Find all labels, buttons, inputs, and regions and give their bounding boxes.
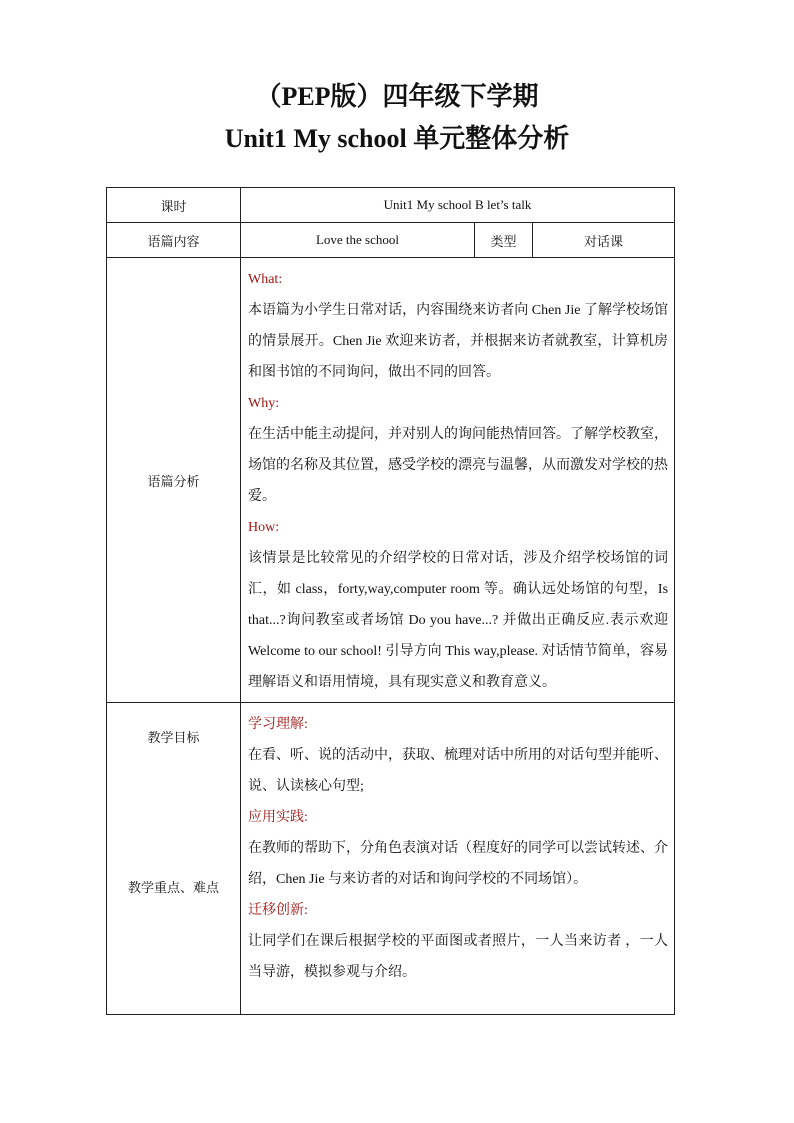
row-lesson bbox=[107, 188, 675, 223]
row-content bbox=[107, 223, 675, 258]
analysis-label: 语篇分析 bbox=[107, 258, 241, 703]
type-label: 类型 bbox=[475, 223, 533, 258]
analysis-table bbox=[106, 187, 675, 1015]
content-label: 语篇内容 bbox=[107, 223, 241, 258]
transfer-label: 迁移创新: bbox=[248, 903, 308, 918]
row-goals bbox=[107, 703, 675, 1015]
transfer-text: 让同学们在课后根据学校的平面图或者照片，一人当来访者 ，一人当导游，模拟参观与介绍。 bbox=[248, 934, 669, 980]
document-title-line1: （PEP版）四年级下学期 bbox=[255, 82, 539, 111]
type-value: 对话课 bbox=[533, 223, 675, 258]
how-label: How: bbox=[248, 520, 280, 535]
row-analysis bbox=[107, 258, 675, 703]
why-label: Why: bbox=[248, 396, 280, 411]
how-text: 该情景是比较常见的介绍学校的日常对话，涉及介绍学校场馆的词汇，如 class，forty,way,computer room 等。确认远处场馆的句型，Is that...?询问教室或者场馆 Do you have...? 并做出正确反应.表示欢迎 Welcome to our school! 引导方向 This way,please. 对话情节简单，容易理解语义和语用情境，具有现实意义和教育意义。 bbox=[248, 551, 669, 690]
apply-label: 应用实践: bbox=[248, 810, 308, 825]
learn-text: 在看、听、说的活动中，获取、梳理对话中所用的对话句型并能听、说、认读核心句型; bbox=[248, 748, 669, 794]
content-value: Love the school bbox=[241, 223, 475, 258]
goals-content bbox=[241, 703, 675, 1015]
goals-label: 教学目标 bbox=[147, 730, 200, 745]
what-text: 本语篇为小学生日常对话，内容围绕来访者向 Chen Jie 了解学校场馆的情景展开。Chen Jie 欢迎来访者，并根据来访者就教室，计算机房和图书馆的不同询问，做出不同的回答。 bbox=[248, 303, 669, 380]
why-text: 在生活中能主动提问，并对别人的询问能热情回答。了解学校教室，场馆的名称及其位置，感受学校的漂亮与温馨，从而激发对学校的热爱。 bbox=[248, 427, 669, 504]
learn-label: 学习理解: bbox=[248, 717, 308, 732]
key-points-label: 教学重点、难点 bbox=[127, 880, 219, 895]
apply-text: 在教师的帮助下，分角色表演对话（程度好的同学可以尝试转述、介绍，Chen Jie 与来访者的对话和询问学校的不同场馆）。 bbox=[248, 841, 669, 887]
goals-label-cell bbox=[107, 703, 241, 1015]
analysis-content bbox=[241, 258, 675, 703]
what-label: What: bbox=[248, 272, 283, 287]
lesson-label: 课时 bbox=[107, 188, 241, 223]
document-title-line2: Unit1 My school 单元整体分析 bbox=[224, 124, 570, 153]
lesson-value: Unit1 My school B let’s talk bbox=[241, 188, 675, 223]
